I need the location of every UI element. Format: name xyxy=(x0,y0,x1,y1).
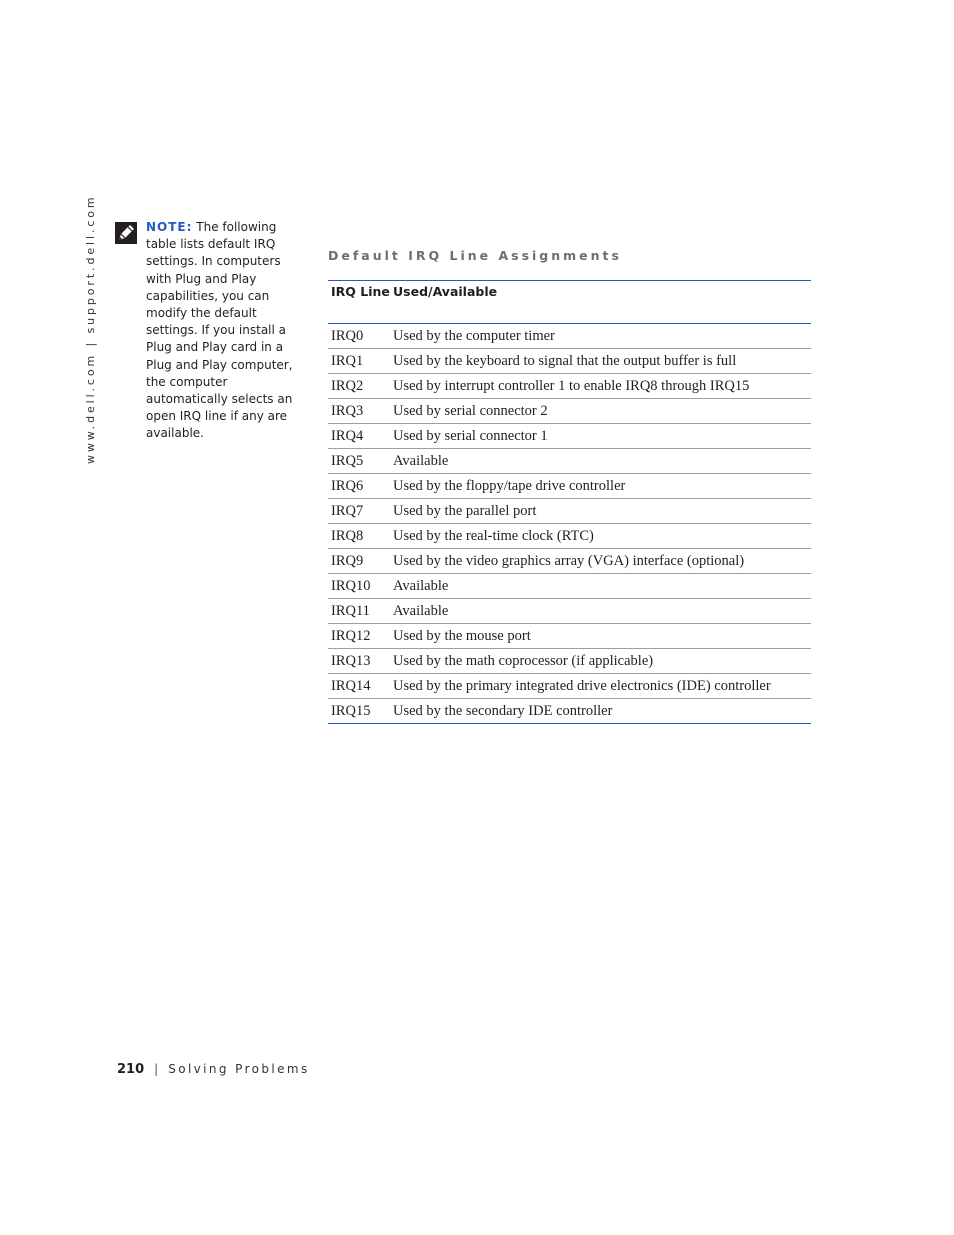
header-irq-line: IRQ Line xyxy=(328,281,390,324)
irq-cell: IRQ11 xyxy=(328,599,390,624)
irq-cell: IRQ9 xyxy=(328,549,390,574)
usage-cell: Used by the video graphics array (VGA) interface (optional) xyxy=(390,549,811,574)
page-footer xyxy=(117,1062,310,1077)
table-row xyxy=(328,449,811,474)
note-text: The following table lists default IRQ settings. In computers with Plug and Play capabilities, you can modify the default settings. If you install a Plug and Play card in a Plug and Play computer, the computer automatically selects an open IRQ line if any are available. xyxy=(146,220,293,441)
irq-cell: IRQ0 xyxy=(328,324,390,349)
irq-assignments-table xyxy=(328,280,811,724)
usage-cell: Used by the floppy/tape drive controller xyxy=(390,474,811,499)
section-name: Solving Problems xyxy=(168,1062,310,1076)
irq-cell: IRQ15 xyxy=(331,703,371,719)
usage-cell: Used by the secondary IDE controller xyxy=(393,703,613,719)
usage-cell: Used by serial connector 2 xyxy=(390,399,811,424)
usage-cell: Available xyxy=(390,449,811,474)
irq-cell: IRQ4 xyxy=(328,424,390,449)
table-row xyxy=(328,324,811,349)
note-label: NOTE: xyxy=(146,220,193,234)
table-header-row xyxy=(328,281,811,324)
table-row xyxy=(328,699,811,724)
usage-cell: Used by the real-time clock (RTC) xyxy=(390,524,811,549)
table-row xyxy=(328,374,811,399)
usage-cell: Used by the keyboard to signal that the output buffer is full xyxy=(390,349,811,374)
table-row xyxy=(328,674,811,699)
table-row xyxy=(328,499,811,524)
table-row xyxy=(328,624,811,649)
irq-cell: IRQ13 xyxy=(328,649,390,674)
note-block xyxy=(146,219,296,443)
table-row xyxy=(328,524,811,549)
irq-cell: IRQ6 xyxy=(328,474,390,499)
irq-cell: IRQ14 xyxy=(328,674,390,699)
table-row xyxy=(328,424,811,449)
usage-cell: Used by the primary integrated drive electronics (IDE) controller xyxy=(390,674,811,699)
note-pencil-icon xyxy=(115,222,137,244)
usage-cell: Used by the math coprocessor (if applicable) xyxy=(390,649,811,674)
irq-cell: IRQ7 xyxy=(328,499,390,524)
usage-cell: Used by serial connector 1 xyxy=(390,424,811,449)
irq-cell: IRQ8 xyxy=(328,524,390,549)
page-number: 210 xyxy=(117,1062,145,1077)
table-row xyxy=(328,649,811,674)
irq-cell: IRQ12 xyxy=(328,624,390,649)
irq-cell: IRQ3 xyxy=(328,399,390,424)
side-url-text: www.dell.com | support.dell.com xyxy=(84,194,97,464)
irq-cell: IRQ5 xyxy=(328,449,390,474)
table-row xyxy=(328,574,811,599)
usage-cell: Used by the mouse port xyxy=(390,624,811,649)
table-row xyxy=(328,599,811,624)
table-row xyxy=(328,474,811,499)
table-row xyxy=(328,399,811,424)
usage-cell: Available xyxy=(390,574,811,599)
table-row xyxy=(328,349,811,374)
irq-cell: IRQ10 xyxy=(328,574,390,599)
irq-cell: IRQ1 xyxy=(328,349,390,374)
irq-cell: IRQ2 xyxy=(328,374,390,399)
usage-cell: Used by the parallel port xyxy=(390,499,811,524)
usage-cell: Used by interrupt controller 1 to enable IRQ8 through IRQ15 xyxy=(390,374,811,399)
footer-separator: | xyxy=(154,1062,159,1076)
usage-cell: Available xyxy=(390,599,811,624)
table-row xyxy=(328,549,811,574)
usage-cell: Used by the computer timer xyxy=(390,324,811,349)
table-title: Default IRQ Line Assignments xyxy=(328,248,622,263)
header-used-available: Used/Available xyxy=(390,281,811,324)
